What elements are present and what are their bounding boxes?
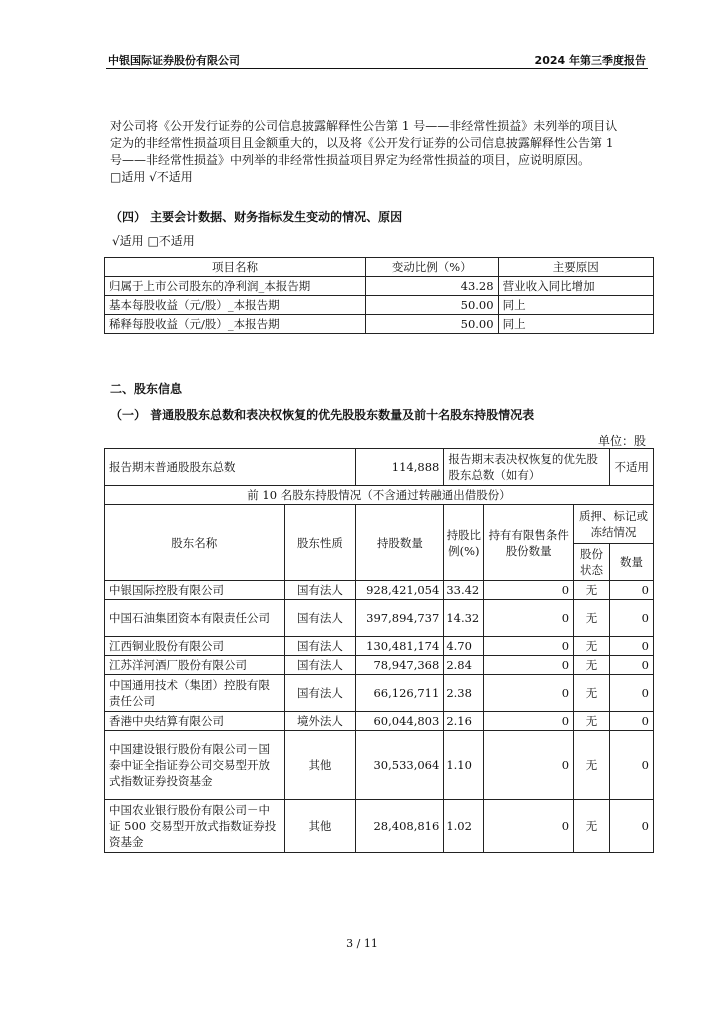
section4-applicable: √适用 □不适用 — [112, 234, 195, 248]
col-ratio: 持股比例(%) — [444, 505, 484, 581]
table-row — [105, 277, 654, 296]
change-table — [104, 257, 654, 334]
cell-ratio: 2.38 — [444, 675, 484, 712]
table-row — [105, 731, 654, 800]
cell-status: 无 — [574, 712, 610, 731]
col-share-status: 股份状态 — [574, 544, 610, 581]
shareholders-table — [104, 448, 654, 853]
cell-status: 无 — [574, 581, 610, 600]
table-row — [105, 656, 654, 675]
cell-shareholder-name: 中国农业银行股份有限公司－中证 500 交易型开放式指数证券投资基金 — [105, 800, 285, 853]
cell-quantity: 0 — [610, 800, 654, 853]
cell-status: 无 — [574, 656, 610, 675]
cell-restricted: 0 — [484, 656, 574, 675]
cell-shareholder-name: 香港中央结算有限公司 — [105, 712, 285, 731]
cell-ratio: 43.28 — [365, 277, 498, 296]
cell-status: 无 — [574, 675, 610, 712]
cell-ratio: 14.32 — [444, 600, 484, 637]
cell-restricted: 0 — [484, 600, 574, 637]
cell-shares: 66,126,711 — [356, 675, 444, 712]
cell-nature: 国有法人 — [284, 581, 356, 600]
cell-quantity: 0 — [610, 637, 654, 656]
total-shareholders-row — [105, 449, 654, 486]
shareholders-title: 二、股东信息 — [110, 382, 183, 396]
preferred-shareholders-label: 报告期末表决权恢复的优先股股东总数（如有） — [444, 449, 610, 486]
cell-ratio: 2.16 — [444, 712, 484, 731]
header-report-title: 2024 年第三季度报告 — [534, 54, 646, 67]
cell-item: 稀释每股收益（元/股）_本报告期 — [105, 315, 366, 334]
cell-shares: 78,947,368 — [356, 656, 444, 675]
total-shareholders-value: 114,888 — [356, 449, 444, 486]
col-change-ratio: 变动比例（%） — [365, 258, 498, 277]
table-row — [105, 637, 654, 656]
cell-status: 无 — [574, 800, 610, 853]
cell-restricted: 0 — [484, 800, 574, 853]
cell-shares: 30,533,064 — [356, 731, 444, 800]
cell-nature: 其他 — [284, 800, 356, 853]
cell-nature: 境外法人 — [284, 712, 356, 731]
cell-reason: 同上 — [498, 296, 653, 315]
cell-restricted: 0 — [484, 675, 574, 712]
cell-shares: 60,044,803 — [356, 712, 444, 731]
cell-restricted: 0 — [484, 637, 574, 656]
cell-shareholder-name: 中银国际控股有限公司 — [105, 581, 285, 600]
cell-ratio: 33.42 — [444, 581, 484, 600]
col-shareholder-nature: 股东性质 — [284, 505, 356, 581]
cell-shares: 397,894,737 — [356, 600, 444, 637]
col-pledge: 质押、标记或冻结情况 — [574, 505, 654, 544]
cell-ratio: 50.00 — [365, 296, 498, 315]
header-divider — [106, 68, 648, 69]
cell-restricted: 0 — [484, 731, 574, 800]
intro-applicable: □适用 √不适用 — [110, 170, 193, 184]
cell-status: 无 — [574, 600, 610, 637]
table-header-row — [105, 505, 654, 544]
table-header-row — [105, 258, 654, 277]
intro-paragraph — [110, 118, 650, 186]
cell-nature: 国有法人 — [284, 656, 356, 675]
col-shareholder-name: 股东名称 — [105, 505, 285, 581]
cell-quantity: 0 — [610, 731, 654, 800]
cell-nature: 国有法人 — [284, 600, 356, 637]
top10-title-row — [105, 486, 654, 505]
cell-shareholder-name: 中国石油集团资本有限责任公司 — [105, 600, 285, 637]
cell-status: 无 — [574, 731, 610, 800]
cell-quantity: 0 — [610, 712, 654, 731]
cell-restricted: 0 — [484, 712, 574, 731]
col-item-name: 项目名称 — [105, 258, 366, 277]
cell-shareholder-name: 中国通用技术（集团）控股有限责任公司 — [105, 675, 285, 712]
cell-ratio: 1.02 — [444, 800, 484, 853]
cell-nature: 国有法人 — [284, 675, 356, 712]
section4-title: （四） 主要会计数据、财务指标发生变动的情况、原因 — [110, 210, 403, 224]
cell-item: 基本每股收益（元/股）_本报告期 — [105, 296, 366, 315]
top10-title: 前 10 名股东持股情况（不含通过转融通出借股份） — [105, 486, 654, 505]
cell-status: 无 — [574, 637, 610, 656]
cell-quantity: 0 — [610, 581, 654, 600]
cell-item: 归属于上市公司股东的净利润_本报告期 — [105, 277, 366, 296]
col-quantity: 数量 — [610, 544, 654, 581]
cell-shares: 28,408,816 — [356, 800, 444, 853]
table-row — [105, 600, 654, 637]
cell-restricted: 0 — [484, 581, 574, 600]
cell-ratio: 2.84 — [444, 656, 484, 675]
cell-ratio: 1.10 — [444, 731, 484, 800]
cell-quantity: 0 — [610, 600, 654, 637]
table-row — [105, 581, 654, 600]
table-row — [105, 712, 654, 731]
table-row — [105, 315, 654, 334]
cell-quantity: 0 — [610, 675, 654, 712]
shareholders-subtitle: （一） 普通股股东总数和表决权恢复的优先股股东数量及前十名股东持股情况表 — [110, 408, 535, 422]
table-row — [105, 296, 654, 315]
unit-label: 单位：股 — [597, 434, 646, 448]
shareholder-rows — [105, 581, 654, 853]
cell-reason: 同上 — [498, 315, 653, 334]
col-shares: 持股数量 — [356, 505, 444, 581]
cell-shareholder-name: 江西铜业股份有限公司 — [105, 637, 285, 656]
cell-shares: 130,481,174 — [356, 637, 444, 656]
cell-reason: 营业收入同比增加 — [498, 277, 653, 296]
page-number: 3 / 11 — [346, 937, 378, 950]
intro-line: 对公司将《公开发行证券的公司信息披露解释性公告第 1 号——非经常性损益》未列举的项目认 — [110, 119, 618, 133]
cell-quantity: 0 — [610, 656, 654, 675]
cell-nature: 国有法人 — [284, 637, 356, 656]
intro-line: 号——非经常性损益》中列举的非经常性损益项目界定为经常性损益的项目，应说明原因。 — [110, 153, 591, 167]
cell-nature: 其他 — [284, 731, 356, 800]
cell-shares: 928,421,054 — [356, 581, 444, 600]
cell-shareholder-name: 中国建设银行股份有限公司－国泰中证全指证券公司交易型开放式指数证券投资基金 — [105, 731, 285, 800]
preferred-shareholders-value: 不适用 — [610, 449, 654, 486]
total-shareholders-label: 报告期末普通股股东总数 — [105, 449, 356, 486]
cell-ratio: 50.00 — [365, 315, 498, 334]
table-row — [105, 675, 654, 712]
table-row — [105, 800, 654, 853]
cell-shareholder-name: 江苏洋河酒厂股份有限公司 — [105, 656, 285, 675]
header-company: 中银国际证券股份有限公司 — [108, 54, 240, 67]
intro-line: 定为的非经常性损益项目且金额重大的，以及将《公开发行证券的公司信息披露解释性公告第 1 — [110, 136, 614, 150]
col-main-reason: 主要原因 — [498, 258, 653, 277]
col-restricted: 持有有限售条件股份数量 — [484, 505, 574, 581]
cell-ratio: 4.70 — [444, 637, 484, 656]
